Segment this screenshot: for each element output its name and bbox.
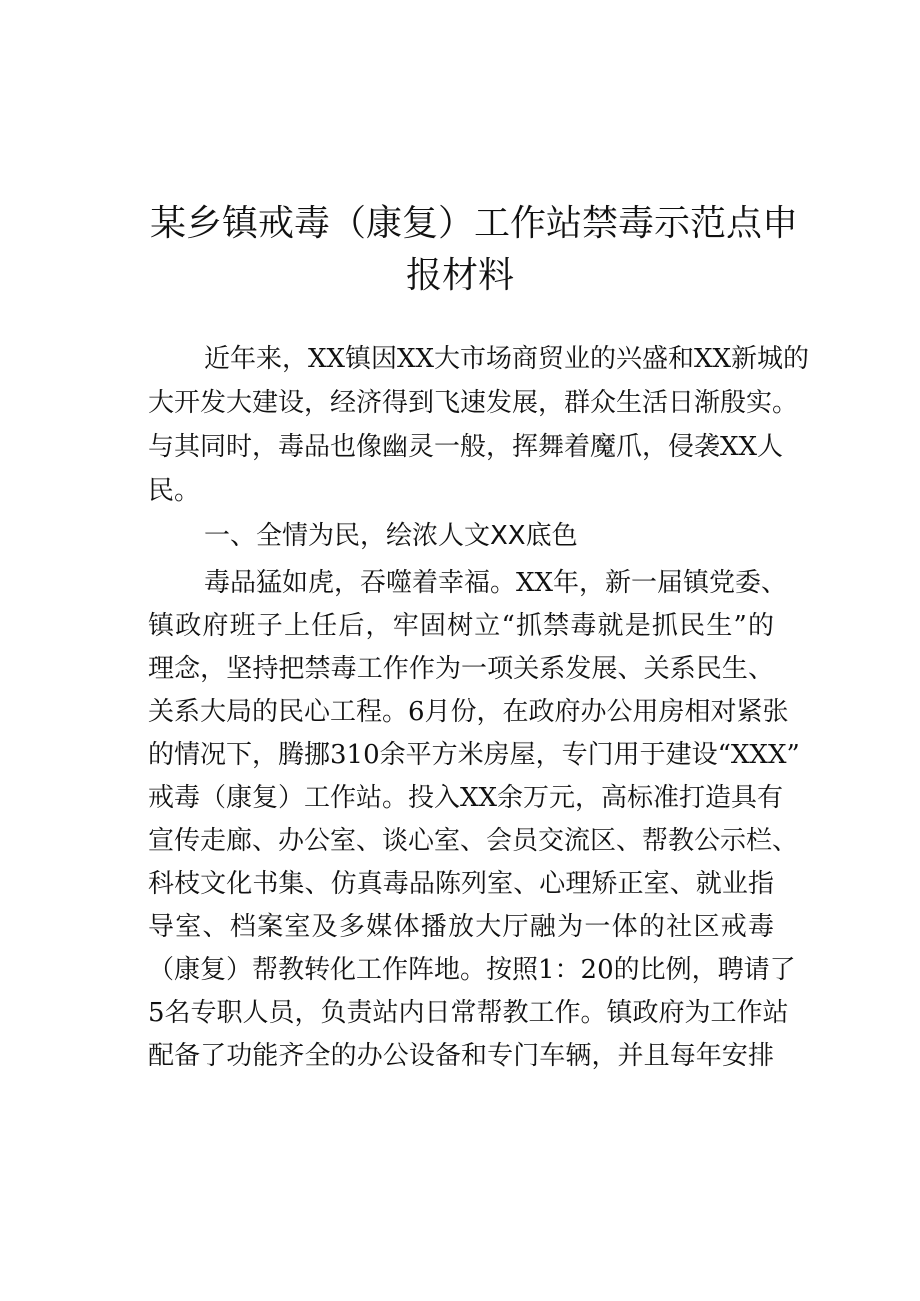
section-1-paragraph-line: 毒品猛如虎，吞噬着幸福。XX年，新一届镇党委、 — [204, 568, 788, 598]
intro-paragraph-line: 近年来，XX镇因XX大市场商贸业的兴盛和XX新城的 — [204, 344, 810, 374]
section-1-paragraph-line: （康复）帮教转化工作阵地。按照1：20的比例，聘请了 — [148, 955, 796, 985]
section-1-paragraph-line: 镇政府班子上任后，牢固树立“抓禁毒就是抓民生”的 — [148, 611, 774, 641]
section-1-heading: 一、全情为民，绘浓人文XX底色 — [204, 521, 578, 551]
section-1-paragraph-line: 导室、档案室及多媒体播放大厅融为一体的社区戒毒 — [148, 912, 774, 942]
section-1-paragraph-line: 宣传走廊、办公室、谈心室、会员交流区、帮教公示栏、 — [148, 826, 799, 856]
intro-paragraph-line: 民。 — [148, 476, 201, 506]
section-1-paragraph-line: 关系大局的民心工程。6月份，在政府办公用房相对紧张 — [148, 697, 789, 727]
document-title-line-2: 报材料 — [405, 255, 514, 296]
section-1-paragraph-line: 配备了功能齐全的办公设备和专门车辆，并且每年安排 — [148, 1041, 774, 1071]
section-1-paragraph-line: 5名专职人员，负责站内日常帮教工作。镇政府为工作站 — [148, 998, 789, 1028]
intro-paragraph-line: 与其同时，毒品也像幽灵一般，挥舞着魔爪，侵袭XX人 — [148, 432, 784, 462]
section-1-paragraph-line: 科枝文化书集、仿真毒品陈列室、心理矫正室、就业指 — [148, 869, 774, 899]
intro-paragraph-line: 大开发大建设，经济得到飞速发展，群众生活日渐殷实。 — [148, 388, 799, 418]
section-1-paragraph-line: 理念，坚持把禁毒工作作为一项关系发展、关系民生、 — [148, 654, 774, 684]
section-1-paragraph-line: 的情况下，腾挪310余平方米房屋，专门用于建设“XXX” — [148, 740, 800, 770]
section-1-paragraph-line: 戒毒（康复）工作站。投入XX余万元，高标准打造具有 — [148, 783, 784, 813]
document-title-line-1: 某乡镇戒毒（康复）工作站禁毒示范点申 — [150, 203, 799, 244]
